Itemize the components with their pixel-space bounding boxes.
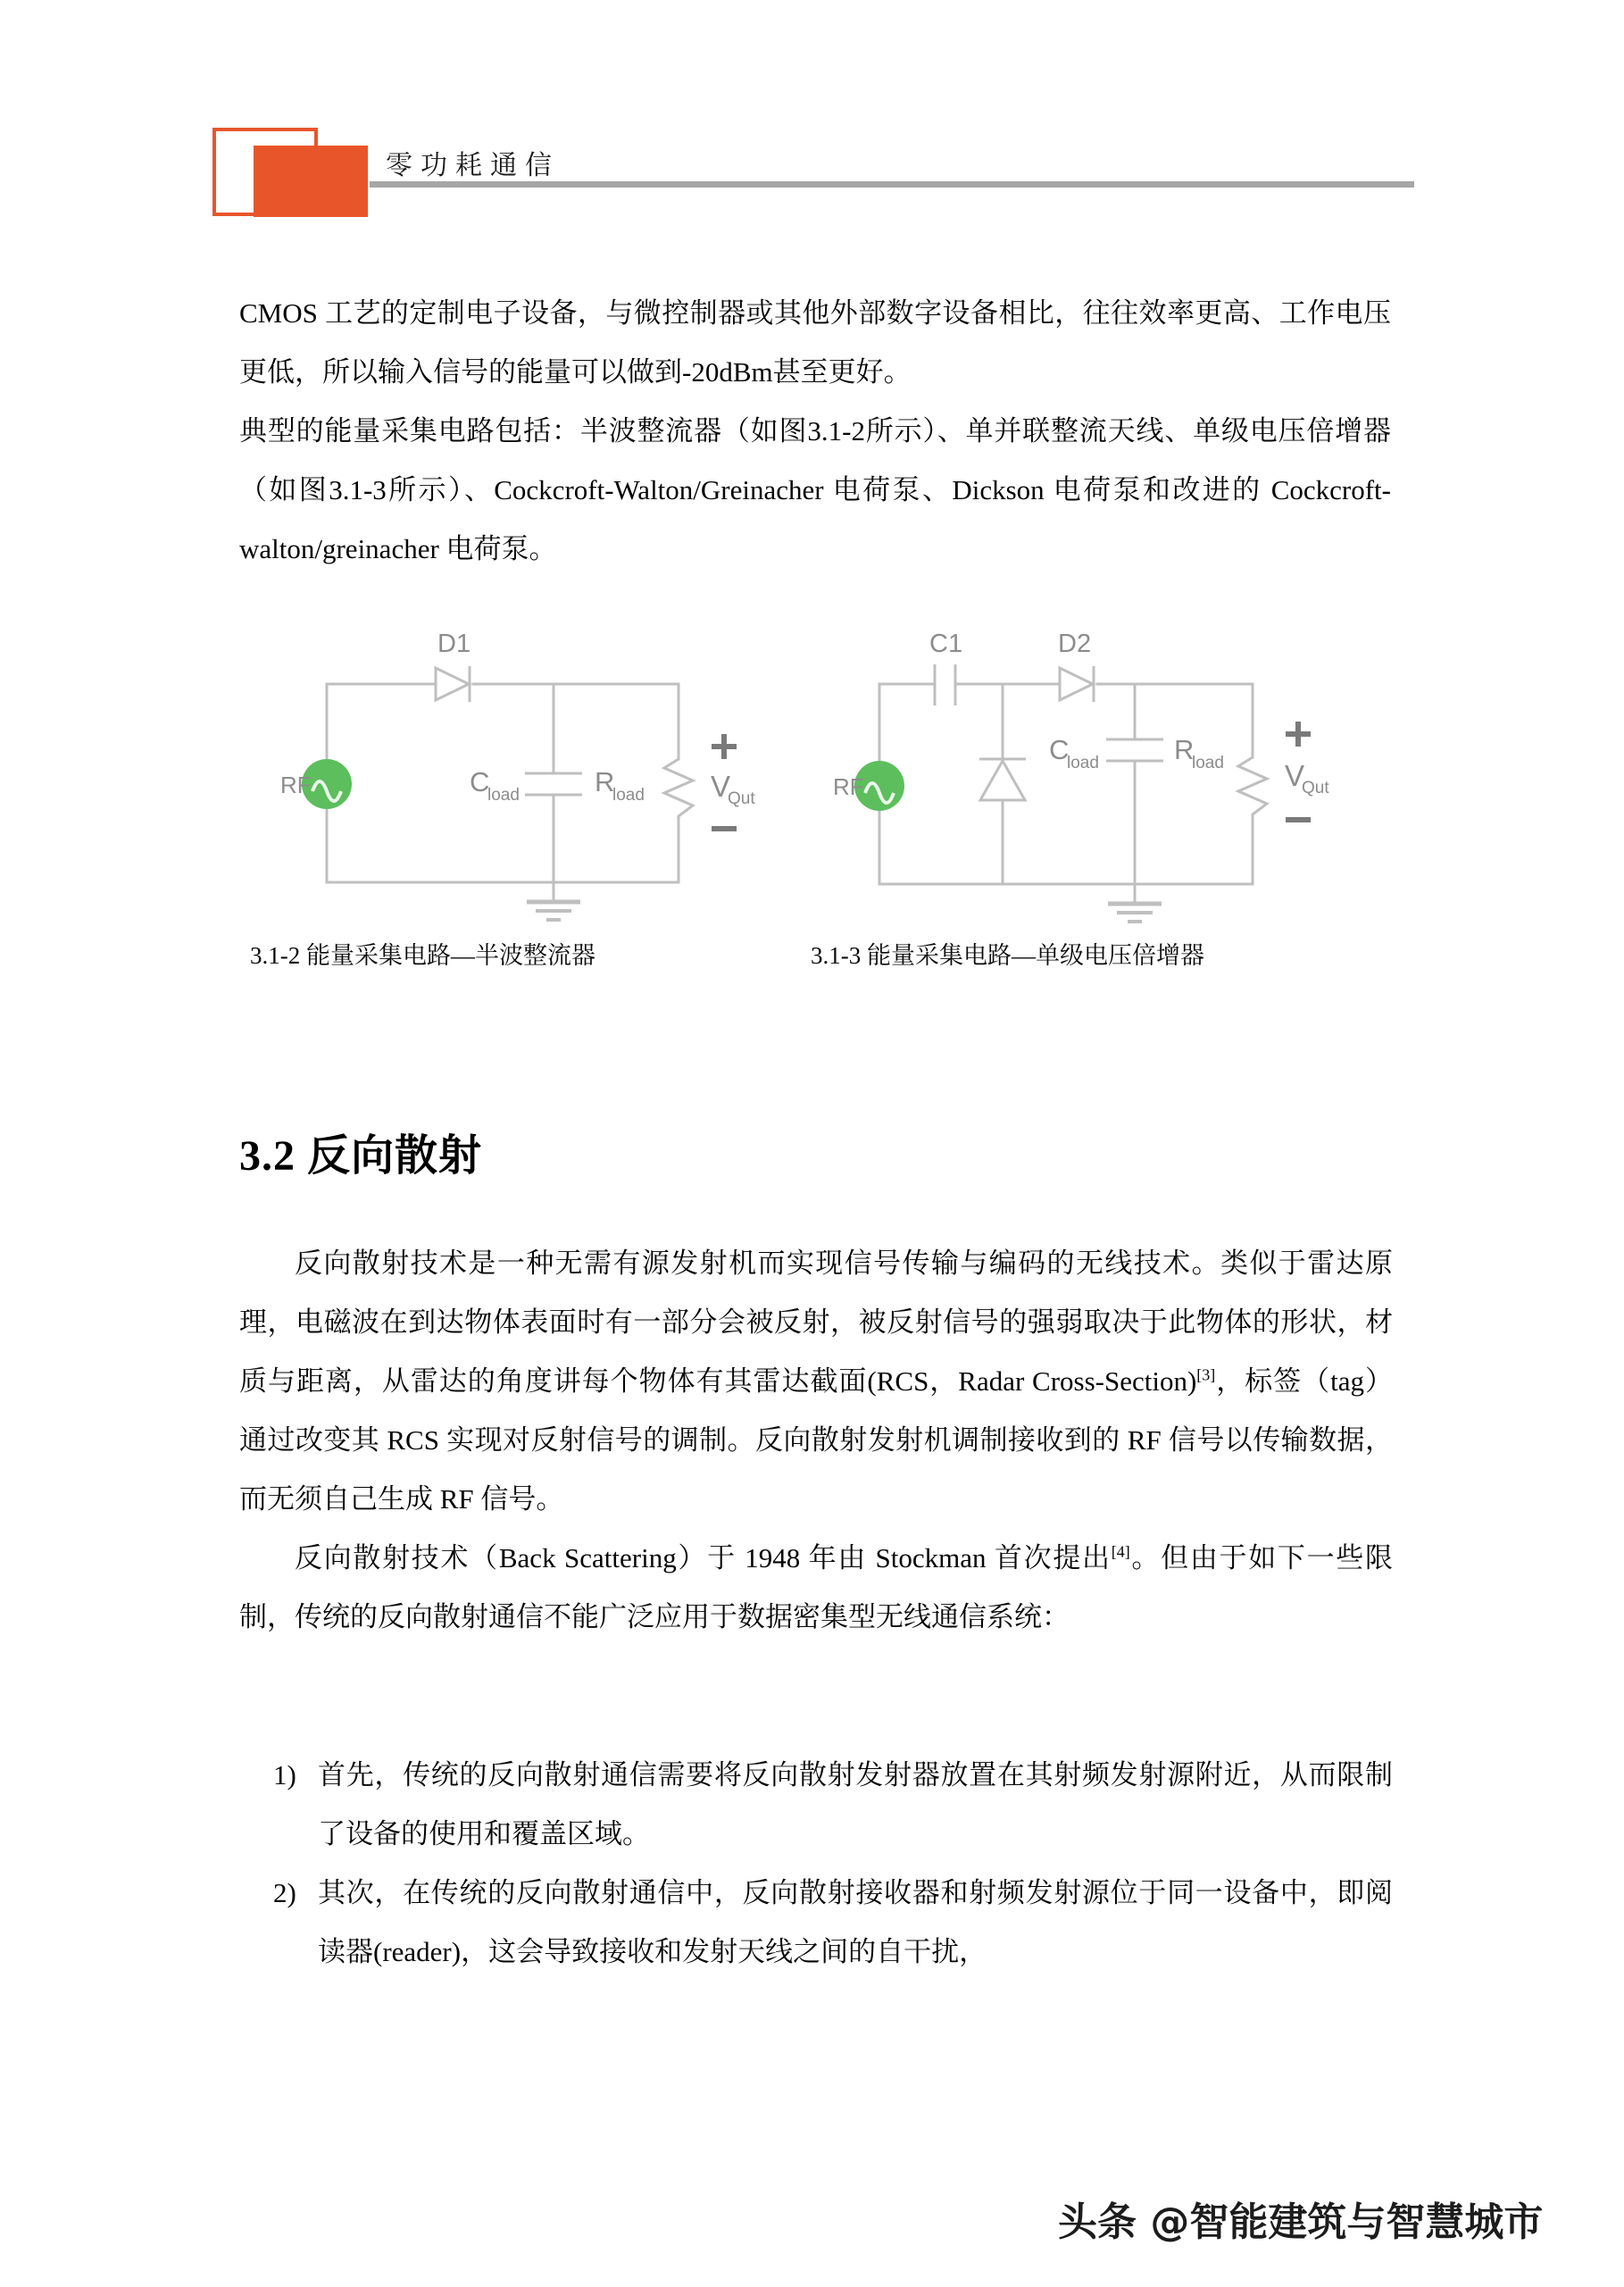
capacitor-c1-symbol	[935, 664, 955, 705]
label-diode-d2: D2	[1058, 630, 1092, 658]
list-item-text: 其次，在传统的反向散射通信中，反向散射接收器和射频发射源位于同一设备中，即阅读器(reader)，这会导致接收和发射天线之间的自干扰，	[318, 1877, 1393, 1967]
watermark-account: 智能建筑与智慧城市	[1189, 2199, 1544, 2245]
resistor-rload-symbol-b	[1238, 757, 1267, 823]
paragraph-backscatter-part2: ，标签（tag）通过改变其 RCS 实现对反射信号的调制。反向散射发射机调制接收到的 RF 信号以传输数据，而无须自己生成 RF 信号。	[239, 1365, 1393, 1515]
intro-text-block	[239, 284, 1391, 579]
list-item-marker: 2)	[273, 1877, 296, 1908]
label-vout-sub-a: Qut	[728, 789, 755, 808]
figure-half-wave-rectifier	[259, 625, 795, 933]
label-resistor-r-b: R	[1174, 734, 1195, 765]
paragraph-harvesting-circuits: 典型的能量采集电路包括：半波整流器（如图3.1-2所示）、单并联整流天线、单级电压倍增器（如图3.1-3所示）、Cockcroft-Walton/Greinacher 电荷泵、Dickson 电荷泵和改进的 Cockcroft-walton/greinacher 电荷泵。	[239, 415, 1391, 564]
ground-symbol-b	[1108, 904, 1162, 922]
label-resistor-sub-b: load	[1192, 754, 1224, 772]
reference-marker-3: [3]	[1196, 1365, 1216, 1384]
figure-voltage-doubler	[824, 625, 1378, 933]
label-vout-b: V	[1285, 759, 1305, 792]
limitations-list	[239, 1746, 1393, 1982]
ground-symbol	[527, 902, 580, 920]
list-item-text: 首先，传统的反向散射通信需要将反向散射发射器放置在其射频发射源附近，从而限制了设备的使用和覆盖区域。	[318, 1759, 1393, 1849]
paragraph-backscatter-part1: 反向散射技术是一种无需有源发射机而实现信号传输与编码的无线技术。类似于雷达原理，电磁波在到达物体表面时有一部分会被反射，被反射信号的强弱取决于此物体的形状，材质与距离，从雷达的角度讲每个物体有其雷达截面(RCS，Radar Cross-Section)	[239, 1248, 1393, 1397]
label-vout-a: V	[711, 770, 731, 803]
header-title: 零功耗通信	[386, 151, 560, 180]
capacitor-cload-symbol-b	[1106, 739, 1163, 761]
page-header	[0, 0, 1624, 205]
paragraph-backscatter-history	[239, 1529, 1393, 1647]
diode-d1-symbol	[436, 666, 470, 702]
at-symbol-icon: @	[1150, 2199, 1190, 2245]
watermark	[1058, 2190, 1543, 2247]
figure-caption-3-1-3: 3.1-3 能量采集电路—单级电压倍增器	[811, 942, 1204, 969]
watermark-prefix: 头条	[1058, 2199, 1151, 2245]
list-item-marker: 1)	[273, 1759, 296, 1790]
resistor-rload-symbol	[664, 759, 693, 823]
section-text-block	[239, 1234, 1393, 1647]
section-heading-3-2: 3.2 反向散射	[239, 1132, 483, 1180]
circuit-diagram-voltage-doubler	[824, 625, 1378, 929]
paragraph-history-part2: 。但由于如下一些限制，传统的反向散射通信不能广泛应用于数据密集型无线通信系统：	[239, 1542, 1394, 1632]
list-item	[239, 1746, 1393, 1864]
diode-d2-symbol	[1060, 666, 1094, 702]
label-capacitor-sub-b: load	[1067, 754, 1099, 772]
paragraph-cmos: CMOS 工艺的定制电子设备，与微控制器或其他外部数字设备相比，往往效率更高、工作电压更低，所以输入信号的能量可以做到-20dBm甚至更好。	[239, 297, 1391, 388]
label-capacitor-c1: C1	[929, 630, 963, 658]
figure-group	[239, 625, 1391, 1000]
label-rf-source-b: RF	[833, 773, 864, 800]
label-rf-source-a: RF	[280, 772, 312, 798]
reference-marker-4: [4]	[1111, 1542, 1130, 1561]
label-resistor-sub-a: load	[612, 786, 645, 805]
list-item	[239, 1864, 1393, 1982]
header-solid-square	[254, 146, 368, 217]
label-capacitor-sub-a: load	[487, 786, 520, 805]
label-vout-sub-b: Qut	[1302, 779, 1329, 797]
label-resistor-r-a: R	[595, 766, 615, 797]
header-rule-line	[370, 181, 1414, 188]
shunt-diode-symbol	[979, 759, 1026, 800]
label-capacitor-c-b: C	[1049, 734, 1070, 765]
label-capacitor-c-a: C	[470, 766, 490, 797]
paragraph-history-part1: 反向散射技术（Back Scattering）于 1948 年由 Stockman 首次提出	[295, 1542, 1112, 1573]
circuit-diagram-half-wave-rectifier	[259, 625, 795, 929]
label-diode-d1: D1	[437, 630, 471, 658]
figure-caption-3-1-2: 3.1-2 能量采集电路—半波整流器	[250, 942, 595, 969]
capacitor-cload-symbol	[525, 773, 582, 795]
paragraph-backscatter-definition	[239, 1234, 1393, 1529]
